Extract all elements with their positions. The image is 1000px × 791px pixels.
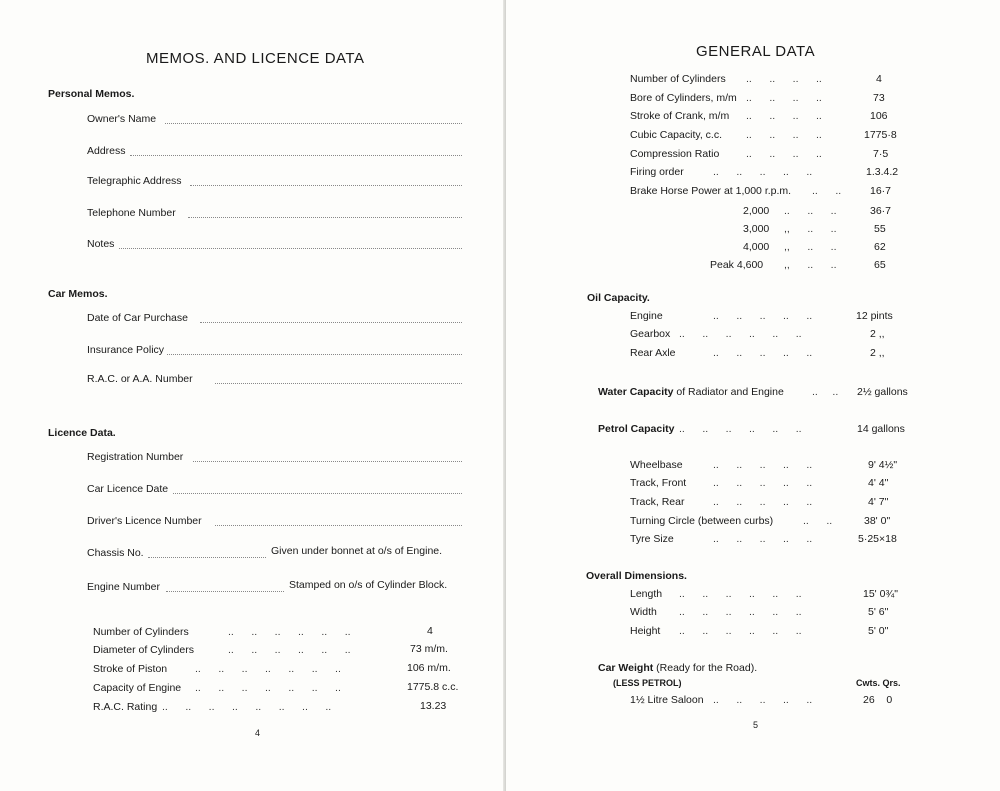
dimension-label: Turning Circle (between curbs) — [630, 515, 774, 527]
dimension-value: 5·25×18 — [858, 533, 897, 545]
petrol-capacity-row — [598, 423, 674, 435]
general-label: Brake Horse Power at 1,000 r.p.m. — [630, 185, 792, 197]
spec-value: 13.23 — [420, 700, 447, 712]
dot-leader: .. .. .. .. — [746, 129, 822, 141]
owner-name-label: Owner's Name — [87, 113, 157, 125]
water-capacity-desc: of Radiator and Engine — [673, 386, 784, 398]
dot-leader: .. .. — [812, 386, 839, 398]
chassis-no-label: Chassis No. — [87, 547, 144, 559]
spec-value: 106 m/m. — [407, 662, 451, 674]
insurance-policy-line[interactable] — [167, 354, 462, 355]
dot-leader: .. .. .. .. — [746, 148, 822, 160]
drivers-licence-label: Driver's Licence Number — [87, 515, 202, 527]
general-label: Cubic Capacity, c.c. — [630, 129, 723, 141]
right-page-number: 5 — [753, 720, 759, 730]
general-value: 4 — [876, 73, 882, 85]
chassis-no-line — [148, 557, 266, 558]
oil-label: Engine — [630, 310, 663, 322]
general-value: 1.3.4.2 — [866, 166, 899, 178]
water-capacity-value: 2½ gallons — [857, 386, 908, 398]
overall-label: Width — [630, 606, 657, 618]
bhp-rpm-label: 2,000 — [743, 205, 770, 217]
overall-label: Length — [630, 588, 663, 600]
rac-aa-number-line[interactable] — [215, 383, 462, 384]
personal-memos-heading: Personal Memos. — [48, 88, 135, 100]
dot-leader: .. .. .. .. — [746, 73, 822, 85]
spec-label: Stroke of Piston — [93, 663, 168, 675]
general-value: 16·7 — [870, 185, 892, 197]
oil-label: Gearbox — [630, 328, 671, 340]
car-memos-heading: Car Memos. — [48, 288, 108, 300]
dimension-value: 9' 4½" — [868, 459, 898, 471]
licence-data-heading: Licence Data. — [48, 427, 116, 439]
car-licence-date-line[interactable] — [173, 493, 462, 494]
left-page-title: MEMOS. AND LICENCE DATA — [146, 50, 365, 67]
bhp-value: 55 — [874, 223, 886, 235]
overall-dimensions-heading: Overall Dimensions. — [586, 570, 687, 582]
saloon-weight-value: 26 0 — [863, 694, 893, 706]
engine-number-label: Engine Number — [87, 581, 160, 593]
dot-leader: .. .. .. .. .. .. — [228, 626, 351, 638]
telephone-number-line[interactable] — [188, 217, 462, 218]
bhp-rpm-label: 3,000 — [743, 223, 770, 235]
car-weight-row — [598, 662, 757, 674]
general-label: Number of Cylinders — [630, 73, 726, 85]
dot-leader: .. .. .. .. .. — [713, 310, 813, 322]
spec-label: R.A.C. Rating — [93, 701, 158, 713]
dot-leader: .. .. .. .. .. — [713, 459, 813, 471]
dot-leader: .. .. .. .. .. .. — [679, 328, 802, 340]
car-weight-desc: (Ready for the Road). — [653, 662, 758, 674]
water-capacity-row — [598, 386, 784, 398]
overall-value: 5' 0" — [868, 625, 889, 637]
dot-leader: .. .. .. .. .. — [713, 477, 813, 489]
dot-leader: .. .. .. .. .. .. — [679, 588, 802, 600]
right-page-title: GENERAL DATA — [696, 43, 816, 60]
address-line[interactable] — [130, 155, 462, 156]
owner-name-line[interactable] — [165, 123, 462, 124]
right-page — [506, 0, 1000, 791]
chassis-no-value: Given under bonnet at o/s of Engine. — [271, 545, 443, 557]
dot-leader: .. .. .. .. .. .. — [679, 606, 802, 618]
dot-leader: ,, .. .. — [784, 259, 837, 271]
bhp-value: 65 — [874, 259, 886, 271]
oil-label: Rear Axle — [630, 347, 676, 359]
dot-leader: .. .. .. .. .. — [713, 166, 813, 178]
dot-leader: .. .. .. .. .. .. — [228, 644, 351, 656]
notes-line[interactable] — [119, 248, 462, 249]
general-value: 7·5 — [873, 148, 889, 160]
dot-leader: .. .. .. — [784, 205, 837, 217]
general-label: Bore of Cylinders, m/m — [630, 92, 737, 104]
telegraphic-address-label: Telegraphic Address — [87, 175, 182, 187]
registration-number-line[interactable] — [193, 461, 462, 462]
dimension-value: 4' 7" — [868, 496, 889, 508]
dot-leader: .. .. .. .. .. — [713, 347, 813, 359]
general-label: Compression Ratio — [630, 148, 720, 160]
bhp-rpm-label: 4,000 — [743, 241, 770, 253]
purchase-date-line[interactable] — [200, 322, 462, 323]
engine-number-line — [166, 591, 284, 592]
spec-value: 73 m/m. — [410, 643, 448, 655]
dimension-label: Track, Front — [630, 477, 687, 489]
dot-leader: ,, .. .. — [784, 223, 837, 235]
bhp-value: 62 — [874, 241, 886, 253]
dot-leader: .. .. .. .. .. — [713, 533, 813, 545]
dimension-label: Wheelbase — [630, 459, 683, 471]
address-label: Address — [87, 145, 126, 157]
dot-leader: .. .. .. .. .. — [713, 694, 813, 706]
dimension-value: 38' 0" — [864, 515, 891, 527]
left-page-number: 4 — [255, 728, 261, 738]
petrol-capacity-value: 14 gallons — [857, 423, 905, 435]
overall-value: 15' 0¾" — [863, 588, 898, 600]
oil-value: 12 pints — [856, 310, 893, 322]
dimension-label: Track, Rear — [630, 496, 685, 508]
dot-leader: .. .. .. .. .. .. — [679, 423, 802, 435]
oil-value: 2 ,, — [870, 328, 885, 340]
oil-capacity-heading: Oil Capacity. — [587, 292, 650, 304]
petrol-capacity-label: Petrol Capacity — [598, 423, 675, 435]
drivers-licence-line[interactable] — [215, 525, 462, 526]
saloon-label: 1½ Litre Saloon — [630, 694, 704, 706]
insurance-policy-label: Insurance Policy — [87, 344, 165, 356]
dot-leader: .. .. .. .. .. .. — [679, 625, 802, 637]
dot-leader: ,, .. .. — [784, 241, 837, 253]
water-capacity-label: Water Capacity — [598, 386, 674, 398]
spec-label: Diameter of Cylinders — [93, 644, 194, 656]
dot-leader: .. .. — [812, 185, 842, 197]
bhp-rpm-label: Peak 4,600 — [710, 259, 764, 271]
oil-value: 2 ,, — [870, 347, 885, 359]
dot-leader: .. .. .. .. — [746, 92, 822, 104]
telegraphic-address-line[interactable] — [190, 185, 462, 186]
registration-number-label: Registration Number — [87, 451, 184, 463]
engine-number-value: Stamped on o/s of Cylinder Block. — [289, 579, 448, 591]
dot-leader: .. .. .. .. .. .. .. — [195, 682, 341, 694]
bhp-value: 36·7 — [870, 205, 892, 217]
less-petrol-note: (LESS PETROL) — [613, 678, 682, 688]
dimension-value: 4' 4" — [868, 477, 889, 489]
spec-label: Capacity of Engine — [93, 682, 182, 694]
general-value: 1775·8 — [864, 129, 897, 141]
general-label: Stroke of Crank, m/m — [630, 110, 730, 122]
purchase-date-label: Date of Car Purchase — [87, 312, 188, 324]
dot-leader: .. .. .. .. — [746, 110, 822, 122]
dimension-label: Tyre Size — [630, 533, 674, 545]
dot-leader: .. .. .. .. .. .. .. .. — [162, 701, 332, 713]
spec-value: 1775.8 c.c. — [407, 681, 459, 693]
spec-label: Number of Cylinders — [93, 626, 189, 638]
general-label: Firing order — [630, 166, 684, 178]
general-value: 73 — [873, 92, 885, 104]
dot-leader: .. .. — [803, 515, 833, 527]
dot-leader: .. .. .. .. .. .. .. — [195, 663, 341, 675]
general-value: 106 — [870, 110, 888, 122]
overall-value: 5' 6" — [868, 606, 889, 618]
notes-label: Notes — [87, 238, 115, 250]
dot-leader: .. .. .. .. .. — [713, 496, 813, 508]
rac-aa-number-label: R.A.C. or A.A. Number — [87, 373, 193, 385]
spec-value: 4 — [427, 625, 433, 637]
overall-label: Height — [630, 625, 661, 637]
car-licence-date-label: Car Licence Date — [87, 483, 169, 495]
car-weight-label: Car Weight — [598, 662, 654, 674]
weight-column-headers: Cwts. Qrs. — [856, 678, 901, 688]
telephone-number-label: Telephone Number — [87, 207, 176, 219]
